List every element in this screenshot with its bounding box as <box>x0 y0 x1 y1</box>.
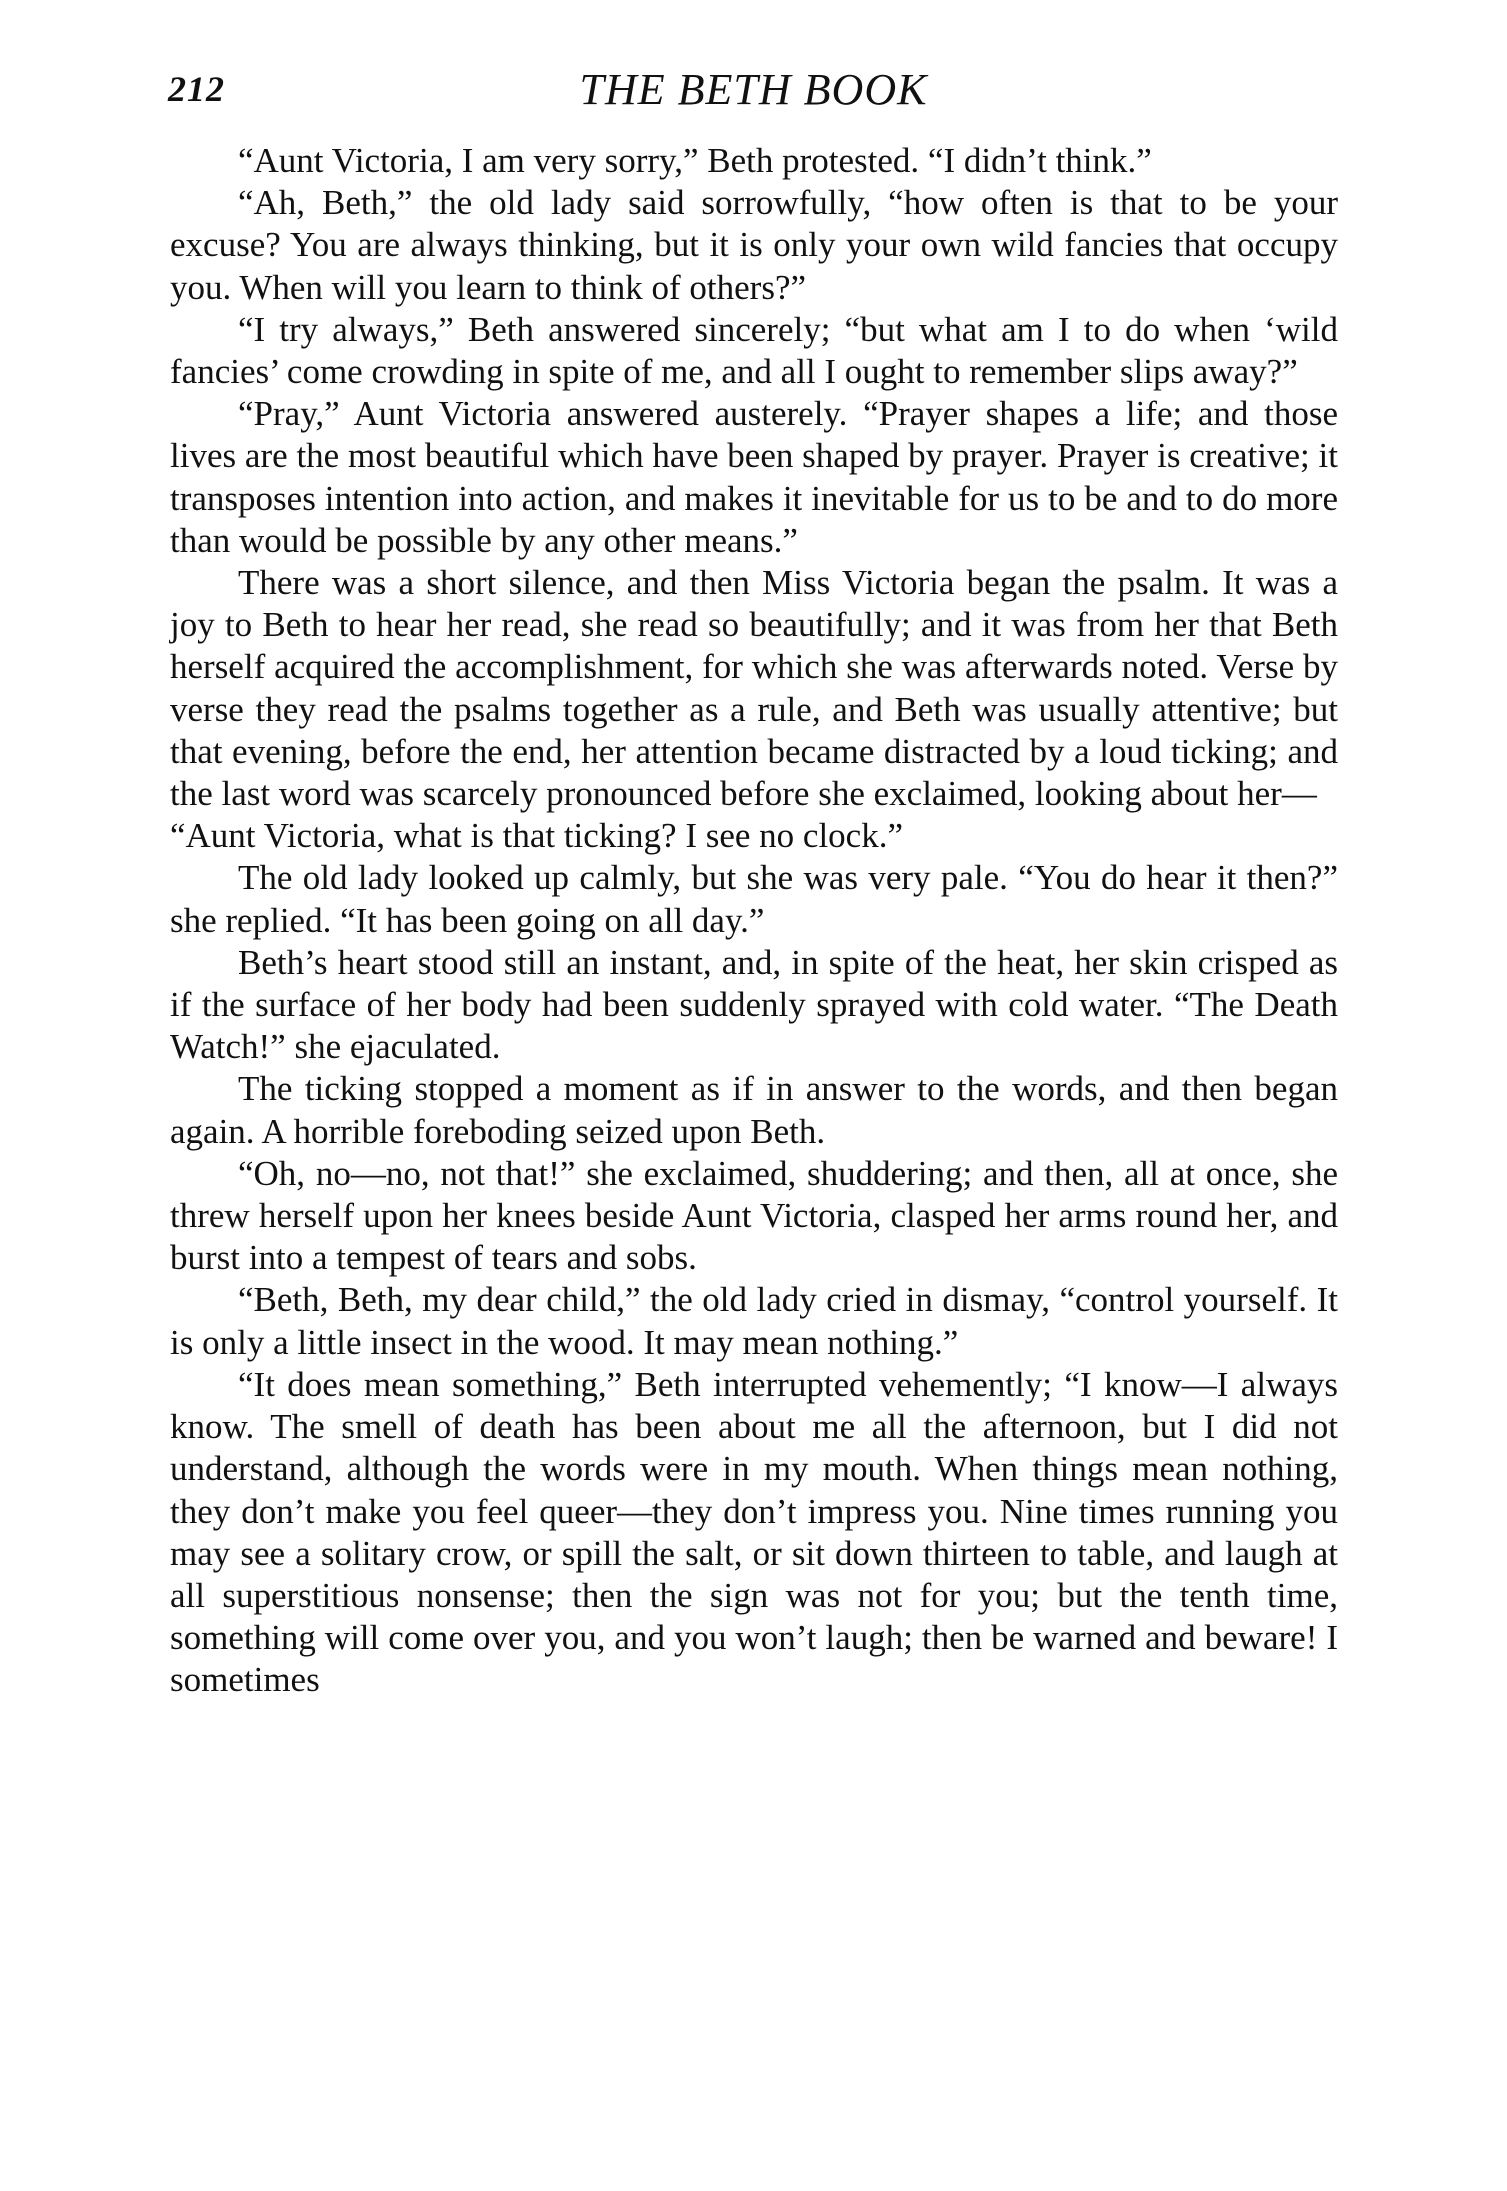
paragraph: The ticking stopped a moment as if in answer to the words, and then began again. A horrible foreboding seized upon Beth. <box>170 1069 1338 1151</box>
running-head: THE BETH BOOK <box>579 65 928 114</box>
body-text <box>170 140 1338 1702</box>
page-number: 212 <box>168 69 225 109</box>
paragraph: “It does mean something,” Beth interrupted vehemently; “I know—I always know. The smell of death has been about me all the afternoon, but I did not understand, although the words were in my mouth. When things mean nothing, they don’t make you feel queer—they don’t impress you. Nine times running you may see a solitary crow, or spill the salt, or sit down thirteen to table, and laugh at all superstitious nonsense; then the sign was not for you; but the tenth time, something will come over you, and you won’t laugh; then be warned and beware! I sometimes <box>170 1364 1338 1700</box>
paragraph: “Oh, no—no, not that!” she exclaimed, shuddering; and then, all at once, she threw herself upon her knees beside Aunt Victoria, clasped her arms round her, and burst into a tempest of tears and sobs. <box>170 1153 1338 1278</box>
paragraph: “Ah, Beth,” the old lady said sorrowfully, “how often is that to be your excuse? You are always thinking, but it is only your own wild fancies that occupy you. When will you learn to think of others?” <box>170 183 1338 307</box>
paragraph: The old lady looked up calmly, but she was very pale. “You do hear it then?” she replied. “It has been going on all day.” <box>170 858 1338 940</box>
paragraph: “Beth, Beth, my dear child,” the old lady cried in dismay, “control yourself. It is only a little insect in the wood. It may mean nothing.” <box>170 1280 1338 1362</box>
paragraph: “Pray,” Aunt Victoria answered austerely. “Prayer shapes a life; and those lives are the most beautiful which have been shaped by prayer. Prayer is creative; it transposes intention into action, and makes it inevitable for us to be and to do more than would be possible by any other means.” <box>170 394 1338 560</box>
paragraph: “Aunt Victoria, what is that ticking? I see no clock.” <box>170 816 904 856</box>
paragraph: “I try always,” Beth answered sincerely; “but what am I to do when ‘wild fancies’ come crowding in spite of me, and all I ought to remember slips away?” <box>170 309 1338 392</box>
paragraph: “Aunt Victoria, I am very sorry,” Beth protested. “I didn’t think.” <box>238 141 1152 180</box>
paragraph: There was a short silence, and then Miss Victoria began the psalm. It was a joy to Beth to hear her read, she read so beautifully; and it was from her that Beth herself acquired the accomplishment, for which she was afterwards noted. Verse by verse they read the psalms together as a rule, and Beth was usually attentive; but that evening, before the end, her attention became distracted by a loud ticking; and the last word was scarcely pronounced before she exclaimed, looking about her— <box>170 563 1338 814</box>
paragraph: Beth’s heart stood still an instant, and, in spite of the heat, her skin crisped as if the surface of her body had been suddenly sprayed with cold water. “The Death Watch!” she ejaculated. <box>170 942 1338 1067</box>
